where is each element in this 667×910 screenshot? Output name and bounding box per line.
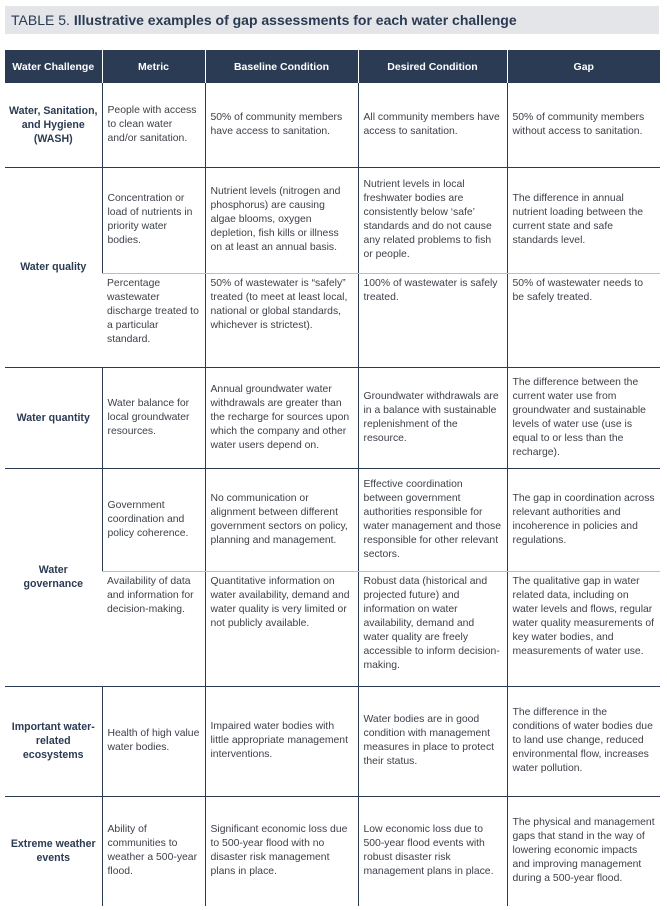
challenge-cell: Water quantity — [5, 367, 102, 468]
challenge-cell: Extreme weather events — [10, 838, 96, 865]
header-desired-condition: Desired Condition — [358, 50, 507, 83]
table-row — [5, 167, 660, 273]
baseline-cell: Impaired water bodies with little appropriate management interventions. — [205, 686, 358, 796]
caption-label: TABLE 5. — [11, 12, 70, 28]
gap-cell: The difference in annual nutrient loading between the current state and safe standards level. — [507, 167, 660, 273]
desired-cell: All community members have access to sanitation. — [358, 83, 507, 167]
metric-cell: Percentage wastewater discharge treated to a particular standard. — [102, 273, 205, 367]
baseline-cell: Quantitative information on water availability, demand and water quality is very limited or not publicly available. — [205, 571, 358, 686]
gap-cell: The physical and management gaps that stand in the way of lowering economic impacts and improving management during a 500-year flood. — [507, 796, 660, 906]
gap-cell: The difference in the conditions of water bodies due to land use change, reduced environmental flow, increases water pollution. — [507, 686, 660, 796]
metric-cell: Availability of data and information for decision-making. — [102, 571, 205, 686]
desired-cell: Low economic loss due to 500-year flood events with robust disaster risk management plans in place. — [358, 796, 507, 906]
desired-cell: Groundwater withdrawals are in a balance with sustainable replenishment of the resource. — [358, 367, 507, 468]
challenge-cell: Important water-related ecosystems — [5, 686, 102, 796]
header-baseline-condition: Baseline Condition — [205, 50, 358, 83]
gap-cell: 50% of wastewater needs to be safely treated. — [507, 273, 660, 367]
challenge-cell: Water governance — [5, 468, 102, 686]
table-row — [5, 367, 660, 468]
gap-cell: 50% of community members without access to sanitation. — [507, 83, 660, 167]
baseline-cell: 50% of wastewater is “safely” treated (to meet at least local, national or global standards, whichever is strictest). — [205, 273, 358, 367]
gap-assessment-table — [5, 50, 660, 906]
metric-cell: Ability of communities to weather a 500-year flood. — [102, 796, 205, 906]
header-water-challenge: Water Challenge — [5, 50, 102, 83]
header-gap: Gap — [507, 50, 660, 83]
baseline-cell: Nutrient levels (nitrogen and phosphorus) are causing algae blooms, oxygen depletion, fish kills or illness on at least an annual basis. — [205, 167, 358, 273]
table-row — [5, 571, 660, 686]
baseline-cell: No communication or alignment between different government sectors on policy, planning and management. — [205, 468, 358, 571]
table-row — [5, 686, 660, 796]
metric-cell: Health of high value water bodies. — [102, 686, 205, 796]
table-header-row — [5, 50, 660, 83]
metric-cell: Government coordination and policy coherence. — [102, 468, 205, 571]
header-metric: Metric — [102, 50, 205, 83]
gap-cell: The qualitative gap in water related data, including on water levels and flows, regular water quality measurements of key water bodies, and measurements of water use. — [507, 571, 660, 686]
challenge-cell: Water quality — [5, 167, 102, 367]
caption-title: Illustrative examples of gap assessments for each water challenge — [73, 12, 517, 28]
gap-cell: The gap in coordination across relevant authorities and incoherence in policies and regulations. — [507, 468, 660, 571]
desired-cell: Nutrient levels in local freshwater bodies are consistently below ‘safe’ standards and do not cause any related problems to fish or people. — [358, 167, 507, 273]
baseline-cell: Significant economic loss due to 500-year flood with no disaster risk management plans in place. — [205, 796, 358, 906]
challenge-cell: Water, Sanitation, and Hygiene (WASH) — [5, 83, 102, 167]
metric-cell: Water balance for local groundwater resources. — [102, 367, 205, 468]
gap-cell: The difference between the current water use from groundwater and sustainable levels of water use (use is equal to or less than the recharge). — [507, 367, 660, 468]
desired-cell: Robust data (historical and projected future) and information on water availability, demand and water quality are freely accessible to inform decision-making. — [358, 571, 507, 686]
metric-cell: Concentration or load of nutrients in priority water bodies. — [102, 167, 205, 273]
table-caption — [5, 6, 659, 34]
table-row — [5, 468, 660, 571]
table-row — [5, 796, 660, 906]
desired-cell: Water bodies are in good condition with management measures in place to protect their status. — [358, 686, 507, 796]
table-row — [5, 273, 660, 367]
metric-cell: People with access to clean water and/or sanitation. — [102, 83, 205, 167]
table-row — [5, 83, 660, 167]
desired-cell: Effective coordination between government authorities responsible for water management and those responsible for other relevant sectors. — [358, 468, 507, 571]
desired-cell: 100% of wastewater is safely treated. — [358, 273, 507, 367]
baseline-cell: 50% of community members have access to sanitation. — [205, 83, 358, 167]
baseline-cell: Annual groundwater water withdrawals are greater than the recharge for sources upon which the company and other water users depend on. — [205, 367, 358, 468]
